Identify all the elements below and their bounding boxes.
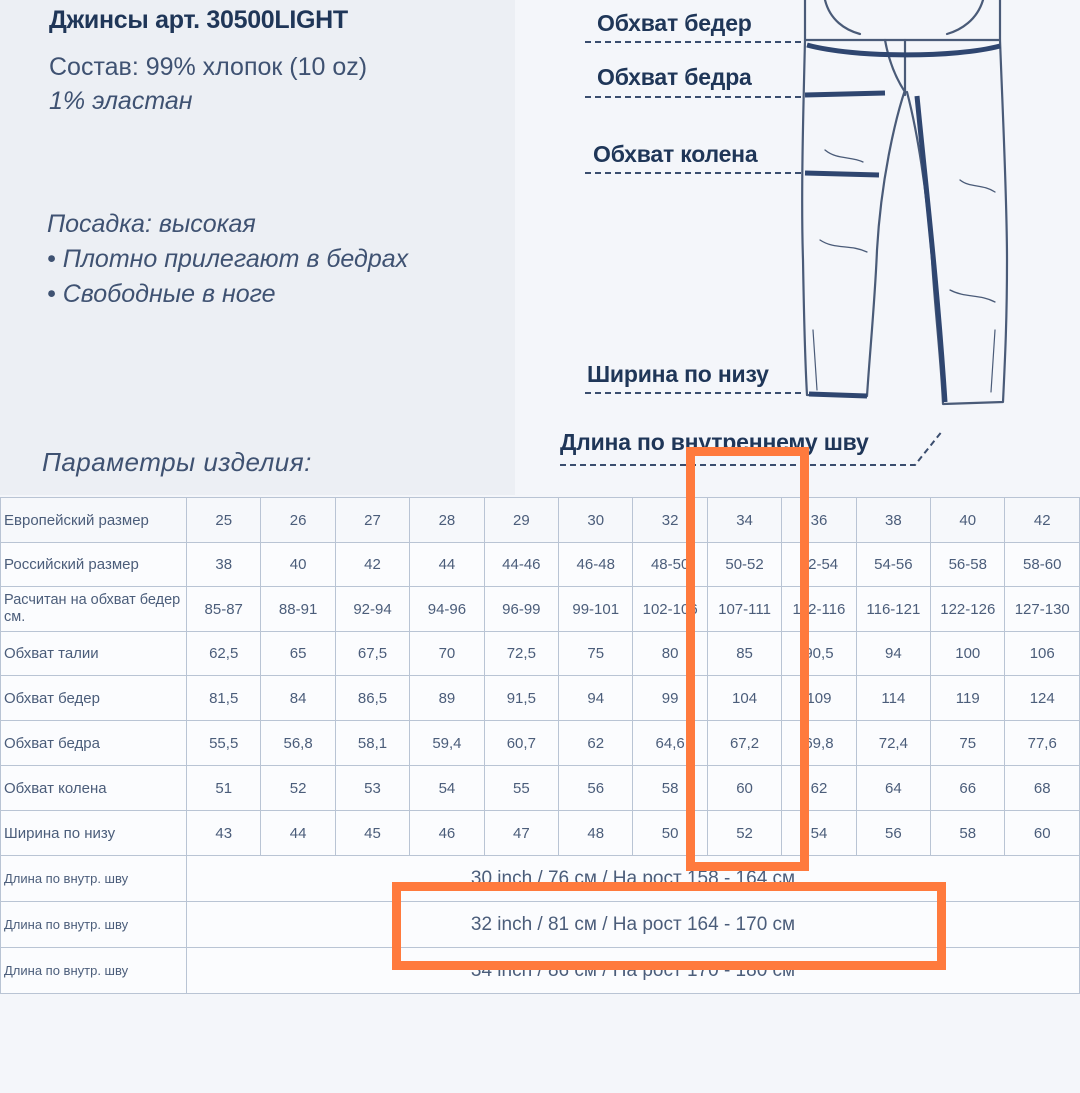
table-cell: 51: [187, 766, 261, 811]
table-cell: 48-50: [633, 543, 707, 587]
table-cell: 36: [782, 498, 856, 543]
table-cell: 38: [187, 543, 261, 587]
length-row: [1, 948, 1080, 994]
length-row-label: Длина по внутр. шву: [1, 856, 187, 902]
table-cell: 54-56: [856, 543, 930, 587]
composition-line-1: Состав: 99% хлопок (10 oz): [49, 53, 368, 81]
table-cell: 50-52: [707, 543, 781, 587]
length-value: 30 inch / 76 см / На рост 158 - 164 см: [187, 856, 1080, 902]
table-cell: 43: [187, 811, 261, 856]
table-cell: 44: [261, 811, 335, 856]
fit-description: [47, 207, 408, 312]
label-inseam: Длина по внутреннему шву: [560, 429, 869, 455]
table-cell: 72,5: [484, 632, 558, 676]
table-cell: 96-99: [484, 587, 558, 632]
table-cell: 58: [633, 766, 707, 811]
table-cell: 70: [410, 632, 484, 676]
table-cell: 102-106: [633, 587, 707, 632]
table-cell: 94: [856, 632, 930, 676]
table-cell: 52: [261, 766, 335, 811]
table-cell: 46: [410, 811, 484, 856]
row-label: Расчитан на обхват бедер см.: [1, 587, 187, 632]
row-label: Ширина по низу: [1, 811, 187, 856]
table-cell: 54: [782, 811, 856, 856]
length-value: 34 inch / 86 см / На рост 170 - 180 см: [187, 948, 1080, 994]
table-cell: 26: [261, 498, 335, 543]
table-cell: 127-130: [1005, 587, 1080, 632]
table-cell: 112-116: [782, 587, 856, 632]
table-cell: 114: [856, 676, 930, 721]
table-cell: 28: [410, 498, 484, 543]
table-cell: 58: [931, 811, 1005, 856]
table-cell: 116-121: [856, 587, 930, 632]
table-cell: 34: [707, 498, 781, 543]
composition: [49, 50, 367, 118]
length-value: 32 inch / 81 см / На рост 164 - 170 см: [187, 902, 1080, 948]
table-cell: 109: [782, 676, 856, 721]
table-cell: 64: [856, 766, 930, 811]
table-cell: 99-101: [559, 587, 633, 632]
table-cell: 67,2: [707, 721, 781, 766]
table-cell: 69,8: [782, 721, 856, 766]
jeans-diagram: [555, 0, 1080, 470]
label-hips: Обхват бедер: [597, 10, 752, 36]
table-cell: 90,5: [782, 632, 856, 676]
table-cell: 84: [261, 676, 335, 721]
table-cell: 81,5: [187, 676, 261, 721]
length-row-label: Длина по внутр. шву: [1, 902, 187, 948]
table-cell: 67,5: [335, 632, 409, 676]
table-cell: 44-46: [484, 543, 558, 587]
table-cell: 72,4: [856, 721, 930, 766]
table-cell: 56: [559, 766, 633, 811]
table-cell: 55,5: [187, 721, 261, 766]
table-cell: 85: [707, 632, 781, 676]
table-cell: 58,1: [335, 721, 409, 766]
table-cell: 60: [1005, 811, 1080, 856]
table-cell: 92-94: [335, 587, 409, 632]
table-cell: 60,7: [484, 721, 558, 766]
table-cell: 62: [782, 766, 856, 811]
table-cell: 75: [931, 721, 1005, 766]
table-cell: 48: [559, 811, 633, 856]
fit-bullet-2: • Свободные в ноге: [47, 280, 276, 308]
table-cell: 68: [1005, 766, 1080, 811]
table-cell: 42: [335, 543, 409, 587]
table-cell: 40: [931, 498, 1005, 543]
row-label: Европейский размер: [1, 498, 187, 543]
length-row-label: Длина по внутр. шву: [1, 948, 187, 994]
table-row: [1, 587, 1080, 632]
table-cell: 64,6: [633, 721, 707, 766]
label-knee: Обхват колена: [593, 141, 758, 167]
table-cell: 60: [707, 766, 781, 811]
table-cell: 32: [633, 498, 707, 543]
table-cell: 30: [559, 498, 633, 543]
table-cell: 119: [931, 676, 1005, 721]
product-title: Джинсы арт. 30500LIGHT: [49, 6, 348, 34]
table-cell: 42: [1005, 498, 1080, 543]
table-cell: 75: [559, 632, 633, 676]
size-table-body: [1, 498, 1080, 994]
row-label: Обхват колена: [1, 766, 187, 811]
table-cell: 124: [1005, 676, 1080, 721]
length-row: [1, 902, 1080, 948]
label-hem: Ширина по низу: [587, 361, 769, 387]
table-cell: 46-48: [559, 543, 633, 587]
table-cell: 122-126: [931, 587, 1005, 632]
table-cell: 65: [261, 632, 335, 676]
table-cell: 56,8: [261, 721, 335, 766]
table-cell: 62: [559, 721, 633, 766]
table-cell: 50: [633, 811, 707, 856]
table-cell: 53: [335, 766, 409, 811]
table-cell: 85-87: [187, 587, 261, 632]
table-cell: 27: [335, 498, 409, 543]
table-cell: 100: [931, 632, 1005, 676]
table-cell: 45: [335, 811, 409, 856]
params-heading: Параметры изделия:: [42, 447, 312, 477]
table-cell: 29: [484, 498, 558, 543]
row-label: Обхват талии: [1, 632, 187, 676]
table-cell: 91,5: [484, 676, 558, 721]
composition-line-2: 1% эластан: [49, 87, 193, 115]
table-row: [1, 543, 1080, 587]
table-cell: 25: [187, 498, 261, 543]
table-cell: 66: [931, 766, 1005, 811]
table-cell: 59,4: [410, 721, 484, 766]
table-row: [1, 766, 1080, 811]
table-cell: 58-60: [1005, 543, 1080, 587]
table-cell: 38: [856, 498, 930, 543]
table-cell: 54: [410, 766, 484, 811]
table-cell: 89: [410, 676, 484, 721]
table-cell: 99: [633, 676, 707, 721]
table-cell: 47: [484, 811, 558, 856]
table-cell: 107-111: [707, 587, 781, 632]
table-cell: 40: [261, 543, 335, 587]
table-cell: 104: [707, 676, 781, 721]
table-cell: 94: [559, 676, 633, 721]
table-cell: 62,5: [187, 632, 261, 676]
table-cell: 55: [484, 766, 558, 811]
table-cell: 52-54: [782, 543, 856, 587]
table-cell: 52: [707, 811, 781, 856]
table-row: [1, 811, 1080, 856]
table-cell: 56: [856, 811, 930, 856]
row-label: Российский размер: [1, 543, 187, 587]
page-bottom-blank: [0, 998, 1080, 1093]
table-cell: 94-96: [410, 587, 484, 632]
label-thigh: Обхват бедра: [597, 64, 752, 90]
table-cell: 44: [410, 543, 484, 587]
table-row: [1, 498, 1080, 543]
table-cell: 77,6: [1005, 721, 1080, 766]
table-cell: 88-91: [261, 587, 335, 632]
table-cell: 106: [1005, 632, 1080, 676]
fit-bullet-1: • Плотно прилегают в бедрах: [47, 245, 409, 273]
row-label: Обхват бедра: [1, 721, 187, 766]
table-cell: 80: [633, 632, 707, 676]
size-table: [0, 497, 1080, 994]
row-label: Обхват бедер: [1, 676, 187, 721]
table-cell: 86,5: [335, 676, 409, 721]
table-row: [1, 721, 1080, 766]
length-row: [1, 856, 1080, 902]
table-row: [1, 632, 1080, 676]
table-cell: 56-58: [931, 543, 1005, 587]
fit-line: Посадка: высокая: [47, 210, 256, 238]
table-row: [1, 676, 1080, 721]
